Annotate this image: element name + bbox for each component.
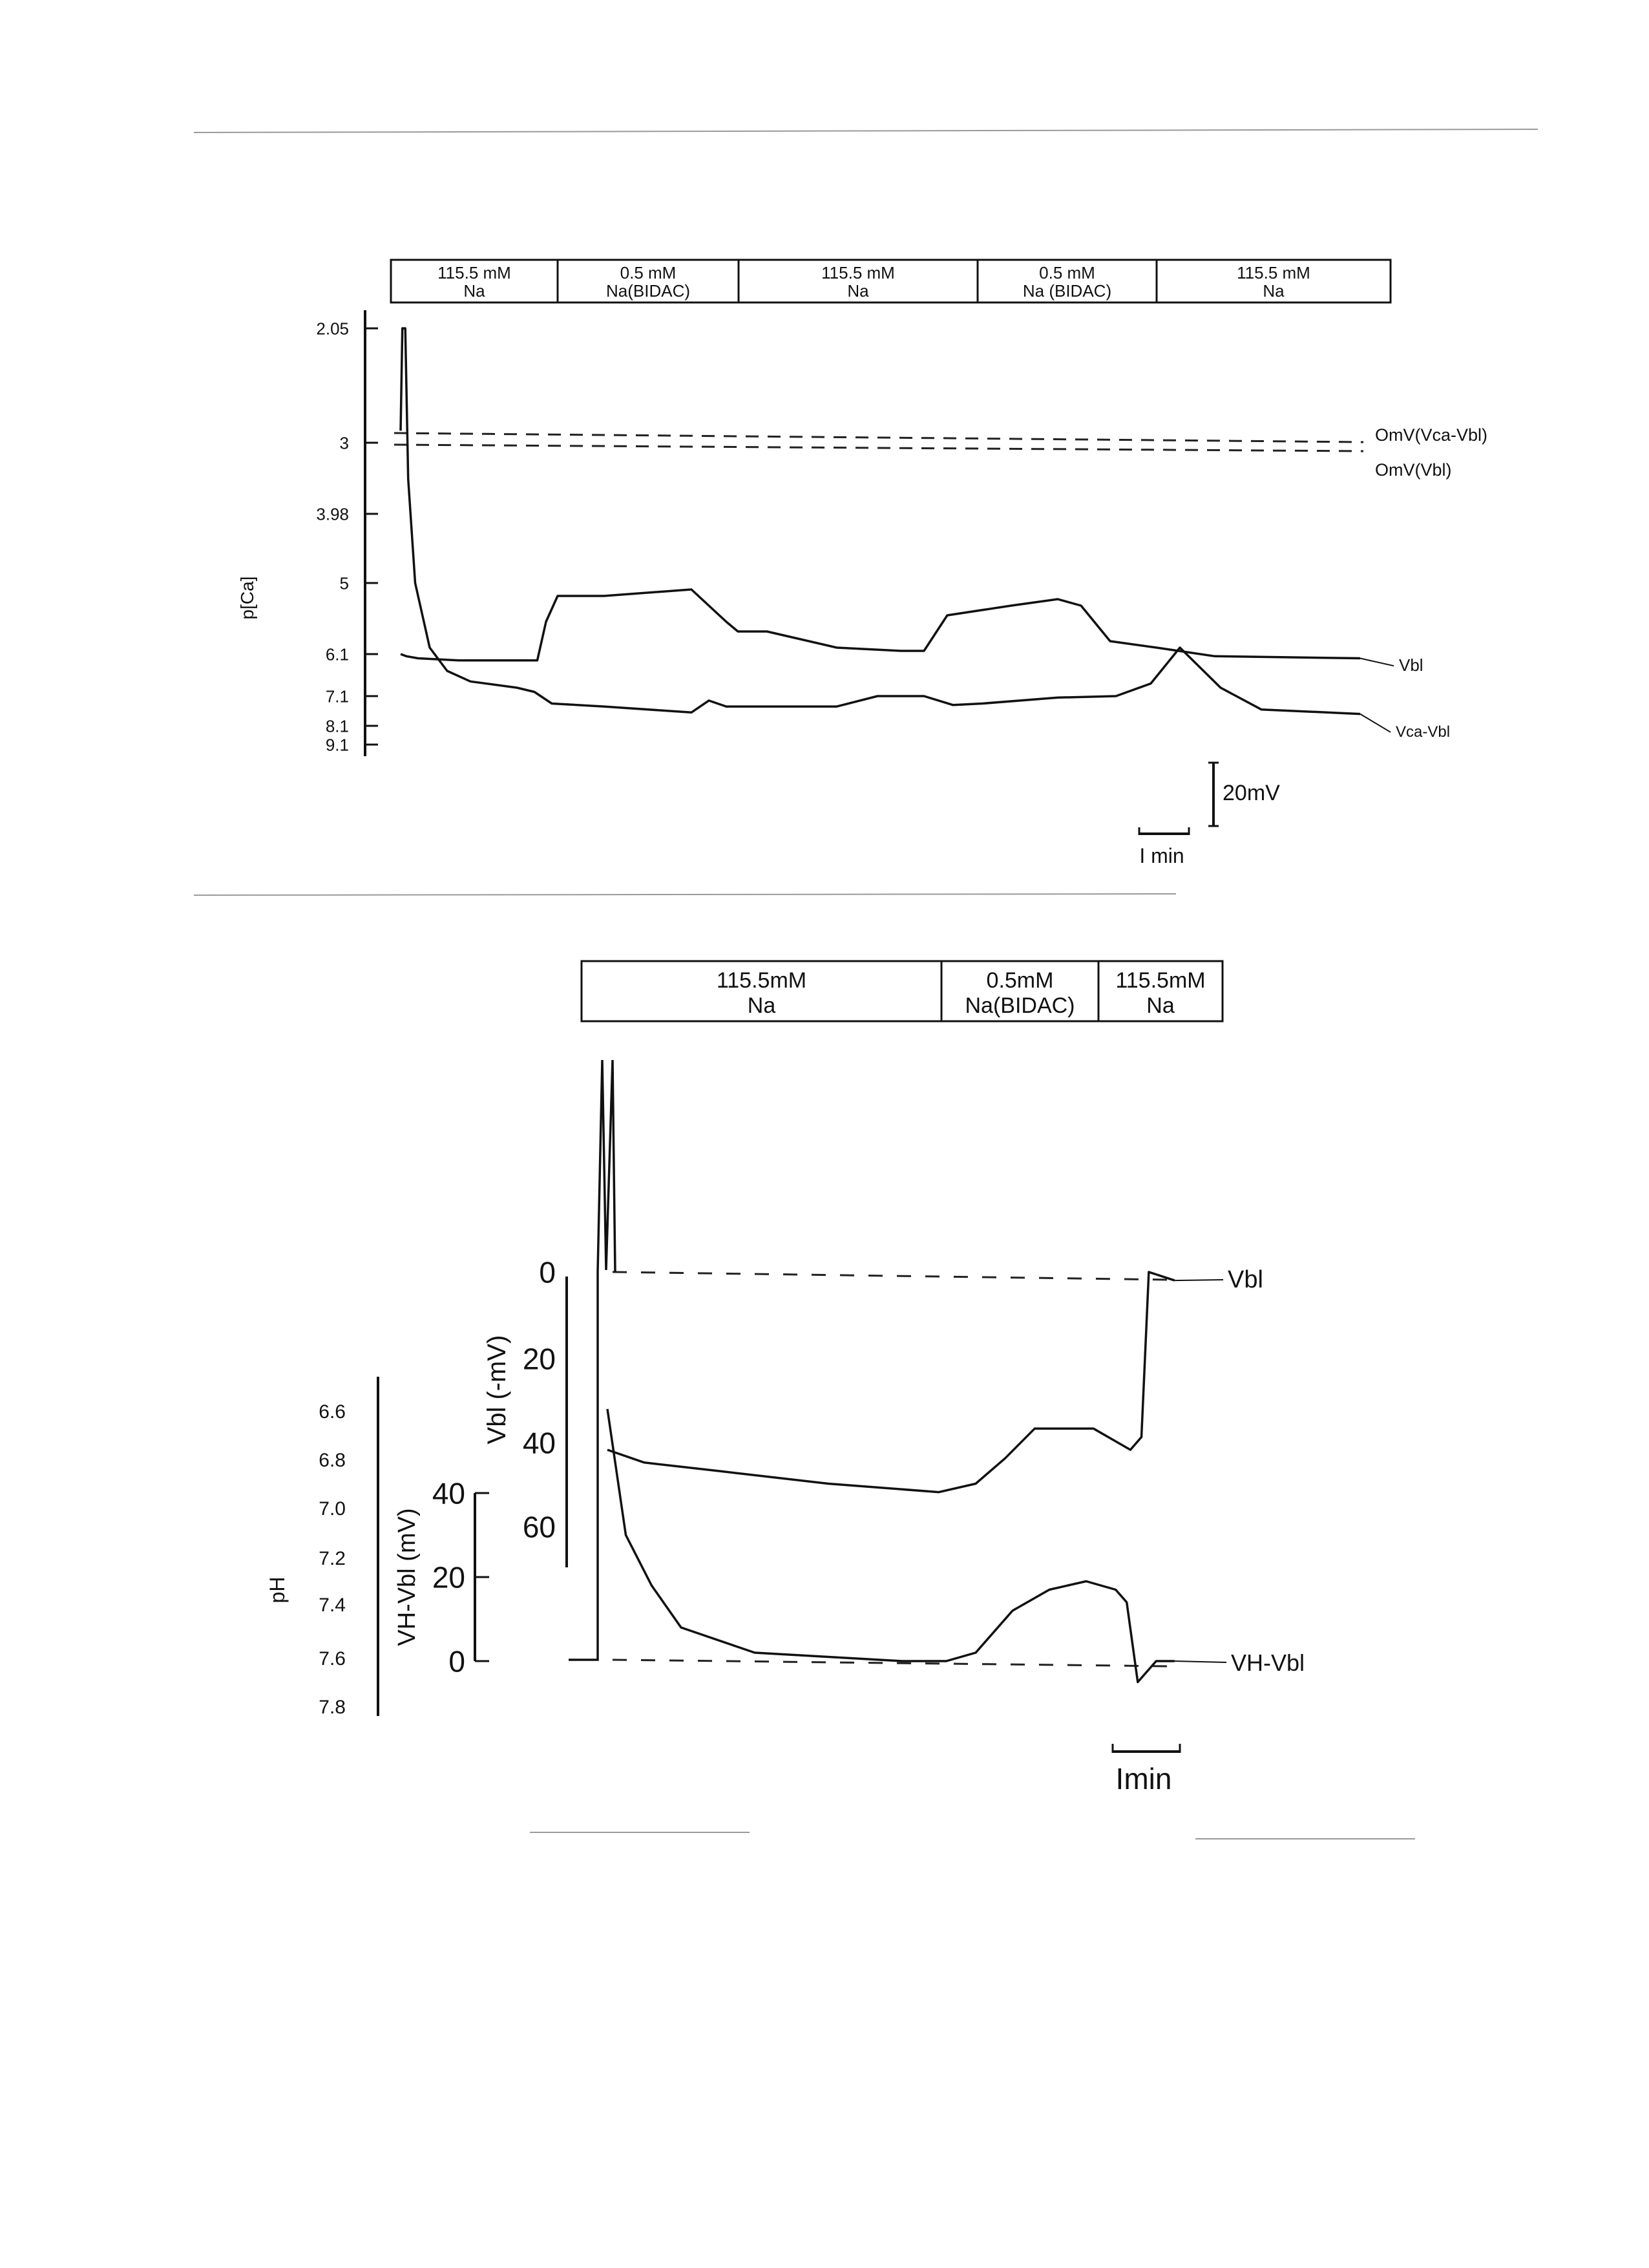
bottom-scale-bar: [1113, 1744, 1180, 1796]
scale-bar-1min-top-label: I min: [1139, 844, 1184, 867]
ph-tick-label: 7.2: [319, 1547, 346, 1569]
vbl-tick-label: 0: [539, 1255, 556, 1289]
condition-label-concentration: 115.5 mM: [1237, 263, 1310, 283]
condition-label-concentration: 0.5 mM: [620, 263, 677, 283]
ph-tick-label: 6.6: [319, 1401, 346, 1423]
bottom-series-group: [569, 1060, 1305, 1682]
mv-ticks: [432, 1477, 489, 1679]
bottom-panel: [266, 961, 1305, 1796]
pca-tick-label: 9.1: [325, 735, 349, 755]
top-reference-lines: [394, 425, 1487, 480]
condition-label-ion: Na: [747, 993, 776, 1018]
ref-line-vca-vbl: [394, 433, 1363, 442]
condition-label-concentration: 0.5mM: [986, 968, 1054, 993]
series-line-vh-vbl: [607, 1409, 1175, 1682]
vbl-tick-label: 60: [522, 1510, 556, 1544]
pca-tick-label: 7.1: [325, 686, 349, 706]
onset-artifact-spikes: [569, 1060, 615, 1660]
pca-tick-label: 3.98: [316, 504, 349, 524]
ph-tick-label: 7.8: [319, 1696, 346, 1718]
ref-line-vbl: [394, 445, 1363, 451]
top-y-axis-label: p[Ca]: [237, 576, 257, 620]
pca-tick-label: 5: [339, 573, 349, 593]
bottom-condition-bar: [582, 961, 1223, 1021]
ph-tick-label: 7.0: [319, 1498, 346, 1520]
series-leader-vca-vbl: [1360, 714, 1391, 732]
condition-label-ion: Na(BIDAC): [605, 281, 691, 301]
condition-label-concentration: 115.5mM: [1115, 968, 1206, 993]
mv-tick-label: 20: [432, 1560, 465, 1595]
condition-label-concentration: 115.5 mM: [821, 263, 895, 283]
mv-tick-label: 40: [432, 1476, 465, 1510]
ref-line-vbl-zero: [613, 1272, 1170, 1280]
vbl-tick-label: 20: [522, 1342, 556, 1376]
ref-label-vbl: OmV(Vbl): [1375, 460, 1452, 480]
ph-tick-label: 7.4: [319, 1594, 346, 1616]
condition-label-ion: Na (BIDAC): [1022, 281, 1112, 301]
vbl-ticks: [523, 1256, 567, 1544]
vbl-tick-label: 40: [522, 1426, 556, 1460]
condition-label-ion: Na: [1146, 993, 1175, 1018]
condition-label-concentration: 115.5mM: [716, 968, 807, 993]
scale-bar-1min-bottom-label: Imin: [1115, 1762, 1172, 1796]
series-label-vh-vbl: VH-Vbl: [1231, 1649, 1305, 1676]
condition-label-concentration: 0.5 mM: [1039, 263, 1095, 283]
pca-tick-label: 6.1: [325, 644, 349, 664]
ref-label-vca-vbl: OmV(Vca-Vbl): [1375, 425, 1488, 445]
condition-label-ion: Na: [1263, 281, 1285, 301]
series-label-vca-vbl: Vca-Vbl: [1396, 723, 1451, 741]
scale-bar-20mv-label: 20mV: [1223, 781, 1280, 805]
pca-tick-label: 3: [339, 433, 349, 453]
top-series-group: [401, 328, 1450, 741]
condition-label-ion: Na: [847, 281, 869, 301]
ph-tick-label: 7.6: [319, 1648, 346, 1669]
ph-tick-label: 6.8: [319, 1449, 346, 1471]
condition-label-concentration: 115.5 mM: [437, 263, 511, 283]
vbl-axis-label: Vbl (-mV): [483, 1335, 511, 1445]
condition-label-ion: Na(BIDAC): [965, 993, 1075, 1018]
top-panel: [237, 260, 1487, 867]
pca-tick-label: 2.05: [316, 319, 349, 339]
series-leader-vbl: [1360, 659, 1394, 666]
ph-ticks: [319, 1401, 378, 1718]
series-label-vbl-bottom: Vbl: [1228, 1266, 1263, 1293]
top-scale-bars: [1139, 763, 1280, 867]
mv-axis-label: VH-Vbl (mV): [394, 1508, 421, 1646]
series-line-vbl: [401, 589, 1360, 661]
series-label-vbl: Vbl: [1399, 655, 1423, 675]
ph-axis-label: pH: [266, 1576, 289, 1604]
mv-tick-label: 0: [448, 1644, 465, 1679]
top-y-ticks: [316, 319, 378, 754]
pca-tick-label: 8.1: [325, 716, 349, 736]
series-line-vbl-bottom: [607, 1272, 1175, 1492]
condition-label-ion: Na: [463, 281, 485, 301]
top-condition-bar: [391, 260, 1391, 302]
